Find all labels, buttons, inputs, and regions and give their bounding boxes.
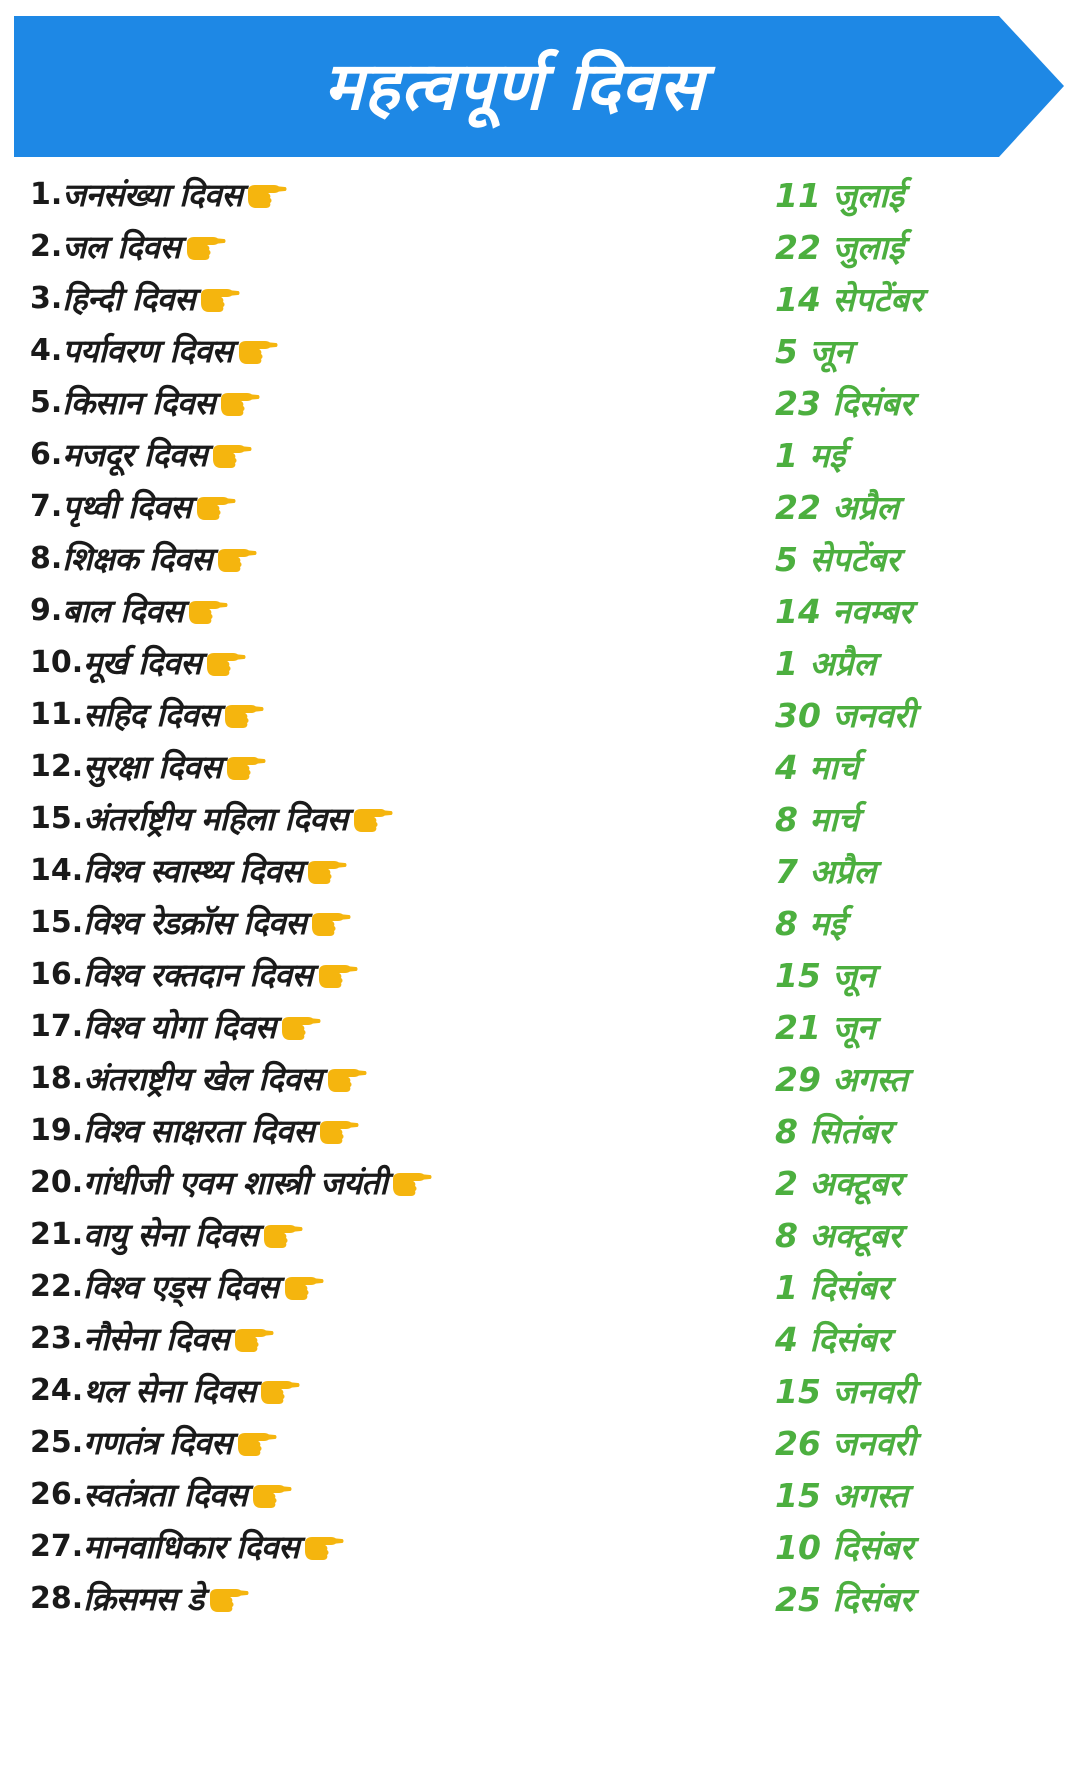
day-name-cell [30, 173, 775, 216]
page-title: महत्वपूर्ण दिवस [323, 48, 705, 125]
day-date: 25 दिसंबर [775, 1579, 914, 1619]
pointing-hand-icon [260, 1221, 304, 1251]
pointing-hand-icon [183, 233, 227, 263]
day-name: विश्व स्वास्थ्य दिवस [83, 851, 303, 890]
list-item [30, 740, 1060, 792]
day-name-cell [30, 225, 775, 268]
item-number: 12. [30, 748, 84, 784]
pointing-hand-icon [231, 1325, 275, 1355]
day-date: 21 जून [775, 1007, 876, 1047]
day-name-cell [30, 953, 775, 996]
pointing-hand-icon [301, 1533, 345, 1563]
day-date: 7 अप्रैल [775, 851, 876, 891]
day-name: किसान दिवस [62, 383, 216, 422]
day-name-cell [30, 485, 775, 528]
day-name: अंतराष्ट्रीय खेल दिवस [83, 1059, 322, 1098]
list-item [30, 1208, 1060, 1260]
day-name-cell [30, 277, 775, 320]
item-number: 9. [30, 592, 63, 628]
day-date: 22 जुलाई [775, 227, 905, 267]
day-name: जल दिवस [62, 227, 181, 266]
item-number: 17. [30, 1008, 84, 1044]
list-item [30, 376, 1060, 428]
pointing-hand-icon [203, 649, 247, 679]
pointing-hand-icon [249, 1481, 293, 1511]
list-item [30, 896, 1060, 948]
day-date: 1 दिसंबर [775, 1267, 891, 1307]
list-item [30, 1572, 1060, 1624]
pointing-hand-icon [257, 1377, 301, 1407]
item-number: 6. [30, 436, 63, 472]
day-date: 15 जनवरी [775, 1371, 916, 1411]
day-name-cell [30, 901, 775, 944]
day-date: 10 दिसंबर [775, 1527, 914, 1567]
item-number: 25. [30, 1424, 84, 1460]
list-item [30, 1468, 1060, 1520]
day-name-cell [30, 1265, 775, 1308]
pointing-hand-icon [324, 1065, 368, 1095]
list-item [30, 1104, 1060, 1156]
list-item [30, 272, 1060, 324]
day-name-cell [30, 1421, 775, 1464]
pointing-hand-icon [308, 909, 352, 939]
day-date: 14 सेपटेंबर [775, 279, 923, 319]
day-date: 5 जून [775, 331, 853, 371]
list-item [30, 1416, 1060, 1468]
day-date: 11 जुलाई [775, 175, 905, 215]
day-name-cell [30, 537, 775, 580]
day-name-cell [30, 1109, 775, 1152]
item-number: 5. [30, 384, 63, 420]
day-name-cell [30, 693, 775, 736]
item-number: 26. [30, 1476, 84, 1512]
day-name: मजदूर दिवस [62, 435, 208, 474]
item-number: 14. [30, 852, 84, 888]
list-item [30, 636, 1060, 688]
item-number: 20. [30, 1164, 84, 1200]
list-item [30, 1000, 1060, 1052]
day-name: मूर्ख दिवस [83, 643, 202, 682]
day-date: 22 अप्रैल [775, 487, 899, 527]
pointing-hand-icon [221, 701, 265, 731]
pointing-hand-icon [234, 1429, 278, 1459]
list-item [30, 532, 1060, 584]
list-item [30, 1156, 1060, 1208]
day-date: 1 अप्रैल [775, 643, 876, 683]
day-name-cell [30, 1005, 775, 1048]
list-item [30, 324, 1060, 376]
list-item [30, 1260, 1060, 1312]
day-name: वायु सेना दिवस [83, 1215, 258, 1254]
title-banner [14, 16, 1064, 157]
day-name: सहिद दिवस [83, 695, 220, 734]
pointing-hand-icon [206, 1585, 250, 1615]
day-name-cell [30, 1473, 775, 1516]
item-number: 15. [30, 800, 84, 836]
day-name-cell [30, 433, 775, 476]
item-number: 23. [30, 1320, 84, 1356]
item-number: 2. [30, 228, 63, 264]
pointing-hand-icon [389, 1169, 433, 1199]
item-number: 10. [30, 644, 84, 680]
day-name: गणतंत्र दिवस [83, 1423, 233, 1462]
day-name: शिक्षक दिवस [62, 539, 213, 578]
day-name: पर्यावरण दिवस [62, 331, 233, 370]
pointing-hand-icon [217, 389, 261, 419]
day-name: नौसेना दिवस [83, 1319, 230, 1358]
list-item [30, 220, 1060, 272]
day-date: 8 सितंबर [775, 1111, 892, 1151]
item-number: 11. [30, 696, 84, 732]
pointing-hand-icon [278, 1013, 322, 1043]
day-name: हिन्दी दिवस [62, 279, 196, 318]
day-date: 1 मई [775, 435, 846, 475]
day-name: गांधीजी एवम शास्त्री जयंती [83, 1163, 388, 1202]
list-item [30, 168, 1060, 220]
day-name-cell [30, 1577, 775, 1620]
day-date: 8 मई [775, 903, 846, 943]
day-date: 26 जनवरी [775, 1423, 916, 1463]
item-number: 19. [30, 1112, 84, 1148]
day-name-cell [30, 589, 775, 632]
day-name-cell [30, 1161, 775, 1204]
pointing-hand-icon [185, 597, 229, 627]
day-name-cell [30, 849, 775, 892]
day-name: विश्व रक्तदान दिवस [83, 955, 313, 994]
list-item [30, 480, 1060, 532]
day-name-cell [30, 745, 775, 788]
day-date: 8 मार्च [775, 799, 859, 839]
list-item [30, 1520, 1060, 1572]
day-date: 2 अक्टूबर [775, 1163, 902, 1203]
list-item [30, 1364, 1060, 1416]
day-date: 4 मार्च [775, 747, 859, 787]
list-item [30, 428, 1060, 480]
pointing-hand-icon [315, 961, 359, 991]
pointing-hand-icon [350, 805, 394, 835]
day-date: 30 जनवरी [775, 695, 916, 735]
day-name-cell [30, 381, 775, 424]
day-name: बाल दिवस [62, 591, 184, 630]
day-name: स्वतंत्रता दिवस [83, 1475, 248, 1514]
pointing-hand-icon [223, 753, 267, 783]
item-number: 28. [30, 1580, 84, 1616]
item-number: 7. [30, 488, 63, 524]
list-item [30, 688, 1060, 740]
item-number: 21. [30, 1216, 84, 1252]
day-name-cell [30, 1057, 775, 1100]
pointing-hand-icon [235, 337, 279, 367]
list-item [30, 1052, 1060, 1104]
list-item [30, 1312, 1060, 1364]
days-list [30, 168, 1060, 1624]
item-number: 1. [30, 176, 63, 212]
item-number: 4. [30, 332, 63, 368]
day-name: थल सेना दिवस [83, 1371, 256, 1410]
pointing-hand-icon [197, 285, 241, 315]
day-name-cell [30, 641, 775, 684]
pointing-hand-icon [244, 181, 288, 211]
pointing-hand-icon [209, 441, 253, 471]
day-name-cell [30, 1317, 775, 1360]
item-number: 3. [30, 280, 63, 316]
day-date: 29 अगस्त [775, 1059, 908, 1099]
day-date: 14 नवम्बर [775, 591, 913, 631]
day-name: जनसंख्या दिवस [62, 175, 243, 214]
day-name: विश्व साक्षरता दिवस [83, 1111, 315, 1150]
day-name: पृथ्वी दिवस [62, 487, 192, 526]
day-name-cell [30, 1213, 775, 1256]
day-name: अंतर्राष्ट्रीय महिला दिवस [83, 799, 348, 838]
list-item [30, 584, 1060, 636]
day-date: 8 अक्टूबर [775, 1215, 902, 1255]
pointing-hand-icon [304, 857, 348, 887]
day-name-cell [30, 797, 775, 840]
list-item [30, 792, 1060, 844]
day-date: 5 सेपटेंबर [775, 539, 900, 579]
day-name: मानवाधिकार दिवस [83, 1527, 300, 1566]
day-date: 15 जून [775, 955, 876, 995]
item-number: 24. [30, 1372, 84, 1408]
day-name: सुरक्षा दिवस [83, 747, 222, 786]
item-number: 8. [30, 540, 63, 576]
item-number: 18. [30, 1060, 84, 1096]
pointing-hand-icon [193, 493, 237, 523]
item-number: 22. [30, 1268, 84, 1304]
pointing-hand-icon [316, 1117, 360, 1147]
day-name-cell [30, 329, 775, 372]
day-name: क्रिसमस डे [83, 1579, 204, 1618]
list-item [30, 844, 1060, 896]
pointing-hand-icon [281, 1273, 325, 1303]
day-name: विश्व योगा दिवस [83, 1007, 276, 1046]
item-number: 15. [30, 904, 84, 940]
day-name: विश्व एड्स दिवस [83, 1267, 279, 1306]
item-number: 27. [30, 1528, 84, 1564]
day-date: 15 अगस्त [775, 1475, 908, 1515]
item-number: 16. [30, 956, 84, 992]
day-name-cell [30, 1369, 775, 1412]
list-item [30, 948, 1060, 1000]
pointing-hand-icon [214, 545, 258, 575]
day-name-cell [30, 1525, 775, 1568]
day-date: 4 दिसंबर [775, 1319, 891, 1359]
day-date: 23 दिसंबर [775, 383, 914, 423]
day-name: विश्व रेडक्रॉस दिवस [83, 903, 307, 942]
